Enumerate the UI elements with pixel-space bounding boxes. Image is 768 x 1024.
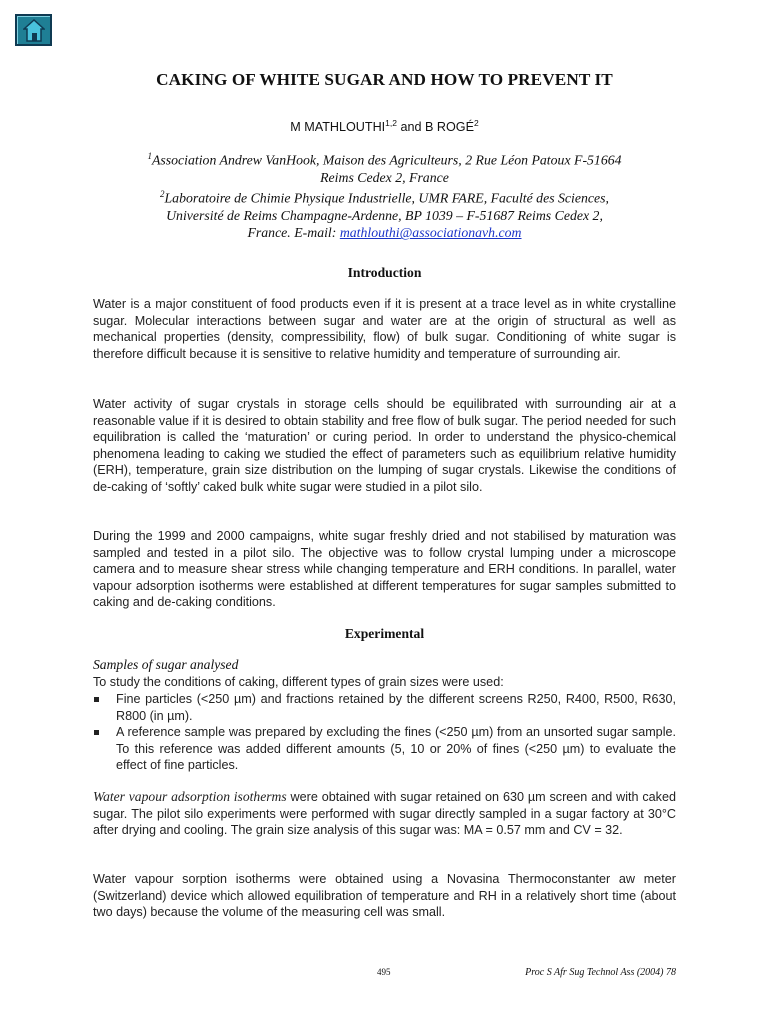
affiliation-line-1 xyxy=(93,148,676,169)
author-2: and B ROGÉ xyxy=(397,120,474,135)
introduction-heading: Introduction xyxy=(347,265,422,280)
email-link[interactable]: mathlouthi@associationavh.com xyxy=(339,225,522,241)
email-prefix: France. E-mail: xyxy=(247,225,340,241)
author-2-affil-sup: 2 xyxy=(474,118,479,128)
bullet-marker xyxy=(94,730,99,735)
author-1: M MATHLOUTHI xyxy=(290,120,386,135)
isotherms-text: were obtained with sugar retained on 630 µm screen and with caked sugar. The pilot silo experiments were performed with sugar directly sampled in a sugar factory at 30°C after drying and cooling. The grain size analysis of this sugar was: MA = 0.57 mm and CV = 32. xyxy=(93,790,676,838)
list-item-text: Fine particles (<250 µm) and fractions retained by the different screens R250, R400, R500, R630, R800 (in µm). xyxy=(116,692,676,723)
experimental-heading: Experimental xyxy=(344,626,425,641)
affil-text-1: Association Andrew VanHook, Maison des Agriculteurs, 2 Rue Léon Patoux F-51664 xyxy=(151,152,622,168)
intro-paragraph-1: Water is a major constituent of food products even if it is present at a trace level as in white crystalline sugar. Molecular interactions between sugar and water are at the origin of structural as well as mechanical properties (density, compressibility, flow) of bulk sugar. Conditioning of white sugar is therefore difficult because it is sensitive to relative humidity and temperature of surrounding air. xyxy=(93,297,676,361)
samples-intro: To study the conditions of caking, different types of grain sizes were used: xyxy=(93,675,504,689)
affil-text-3: Laboratoire de Chimie Physique Industrielle, UMR FARE, Faculté des Sciences, xyxy=(164,190,609,206)
grain-size-list xyxy=(93,691,676,774)
intro-paragraph-2: Water activity of sugar crystals in storage cells should be equilibrated with surrounding air at a reasonable value if it is desired to obtain stability and free flow of bulk sugar. The period needed for such equilibration is called the ‘maturation’ or curing period. In order to understand the physico-chemical phenomena leading to caking we studied the effect of parameters such as equilibrium relative humidity (ERH), temperature, grain size distribution on the lumping of sugar crystals. Likewise the conditions of de-caking of ‘softly’ caked bulk white sugar were studied in a pilot silo. xyxy=(93,397,676,494)
affiliation-line-4: Université de Reims Champagne-Ardenne, BP 1039 – F-51687 Reims Cedex 2, xyxy=(166,208,603,224)
affil-sup-2: 2 xyxy=(160,189,165,200)
bullet-marker xyxy=(94,697,99,702)
affiliation-line-5 xyxy=(93,224,676,241)
page-number: 495 xyxy=(377,967,391,977)
affil-sup-1: 1 xyxy=(147,151,152,161)
list-item xyxy=(93,724,676,774)
authors-line xyxy=(93,118,676,134)
author-1-affil-sup: 1,2 xyxy=(385,118,397,128)
list-item xyxy=(93,691,676,724)
affiliation-line-2: Reims Cedex 2, France xyxy=(320,169,449,185)
affiliation-line-3 xyxy=(93,186,676,207)
journal-reference: Proc S Afr Sug Technol Ass (2004) 78 xyxy=(525,967,676,978)
paper-title: CAKING OF WHITE SUGAR AND HOW TO PREVENT IT xyxy=(156,70,613,89)
isotherms-emphasis: Water vapour adsorption isotherms xyxy=(93,789,287,804)
experimental-paragraph-5: Water vapour sorption isotherms were obtained using a Novasina Thermoconstanter aw meter (Switzerland) device which allowed equilibration of temperature and RH in a relatively short time (about two days) because the volume of the measuring cell was small. xyxy=(93,872,676,920)
experimental-paragraph-4 xyxy=(93,789,676,839)
intro-paragraph-3: During the 1999 and 2000 campaigns, white sugar freshly dried and not stabilised by maturation was sampled and tested in a pilot silo. The objective was to follow crystal lumping under a microscope camera and to measure shear stress while changing temperature and ERH conditions. In parallel, water vapour adsorption isotherms were established at different temperatures for sugar samples submitted to caking and de-caking conditions. xyxy=(93,529,676,610)
affiliations xyxy=(93,148,676,242)
list-item-text: A reference sample was prepared by excluding the fines (<250 µm) from an unsorted sugar sample. To this reference was added different amounts (5, 10 or 20% of fines (<250 µm) to evaluate the effect of fine particles. xyxy=(116,725,676,773)
samples-subheading: Samples of sugar analysed xyxy=(93,657,239,672)
home-icon xyxy=(23,19,45,43)
home-button[interactable] xyxy=(15,14,52,46)
